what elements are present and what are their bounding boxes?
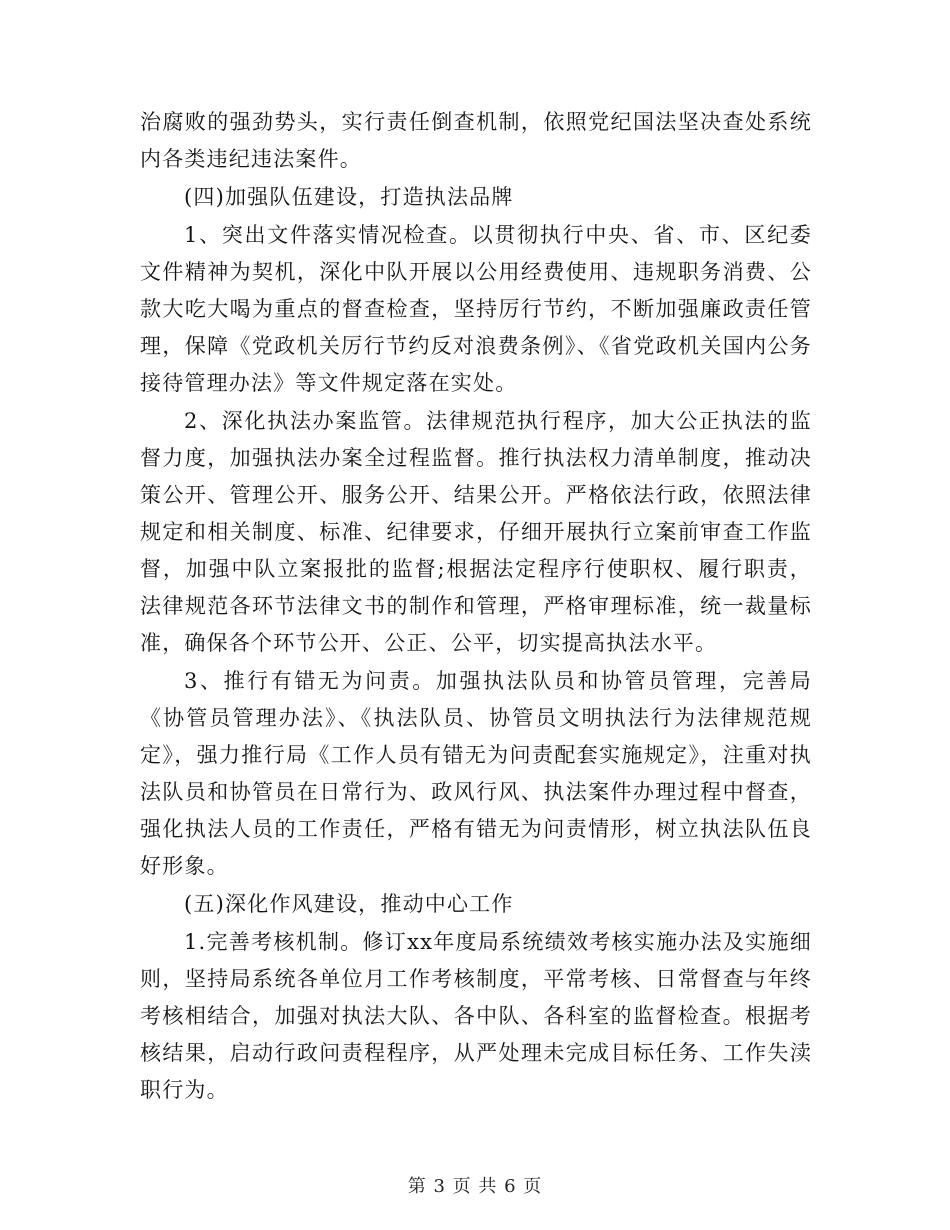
paragraph-document-inspection: 1、突出文件落实情况检查。以贯彻执行中央、省、市、区纪委文件精神为契机，深化中队开展以公用经费使用、违规职务消费、公款大吃大喝为重点的督查检查，坚持厉行节约，不断加强廉政责任管理，保障《党政机关厉行节约反对浪费条例》、《省党政机关国内公务接待管理办法》等文件规定落在实处。	[140, 223, 812, 395]
section-heading-four: (四)加强队伍建设，打造执法品牌	[184, 185, 514, 209]
page-number-footer: 第 3 页 共 6 页	[407, 1176, 543, 1197]
paragraph-assessment-mechanism: 1.完善考核机制。修订xx年度局系统绩效考核实施办法及实施细则，坚持局系统各单位月工作考核制度，平常考核、日常督查与年终考核相结合，加强对执法大队、各中队、各科室的监督检查。根据考核结果，启动行政问责程程序，从严处理未完成目标任务、工作失渎职行为。	[140, 930, 812, 1102]
paragraph-enforcement-supervision: 2、深化执法办案监管。法律规范执行程序，加大公正执法的监督力度，加强执法办案全过程监督。推行执法权力清单制度，推动决策公开、管理公开、服务公开、结果公开。严格依法行政，依照法律规定和相关制度、标准、纪律要求，仔细开展执行立案前审查工作监督，加强中队立案报批的监督;根据法定程序行使职权、履行职责，法律规范各环节法律文书的制作和管理，严格审理标准，统一裁量标准，确保各个环节公开、公正、公平，切实提高执法水平。	[140, 409, 812, 655]
document-body	[140, 104, 812, 1109]
paragraph-continuation: 治腐败的强劲势头，实行责任倒查机制，依照党纪国法坚决查处系统内各类违纪违法案件。	[140, 110, 812, 171]
section-heading-five: (五)深化作风建设，推动中心工作	[184, 892, 514, 916]
paragraph-accountability: 3、推行有错无为问责。加强执法队员和协管员管理，完善局《协管员管理办法》、《执法队员、协管员文明执法行为法律规范规定》，强力推行局《工作人员有错无为问责配套实施规定》，注重对执法队员和协管员在日常行为、政风行风、执法案件办理过程中督查，强化执法人员的工作责任，严格有错无为问责情形，树立执法队伍良好形象。	[140, 669, 812, 878]
